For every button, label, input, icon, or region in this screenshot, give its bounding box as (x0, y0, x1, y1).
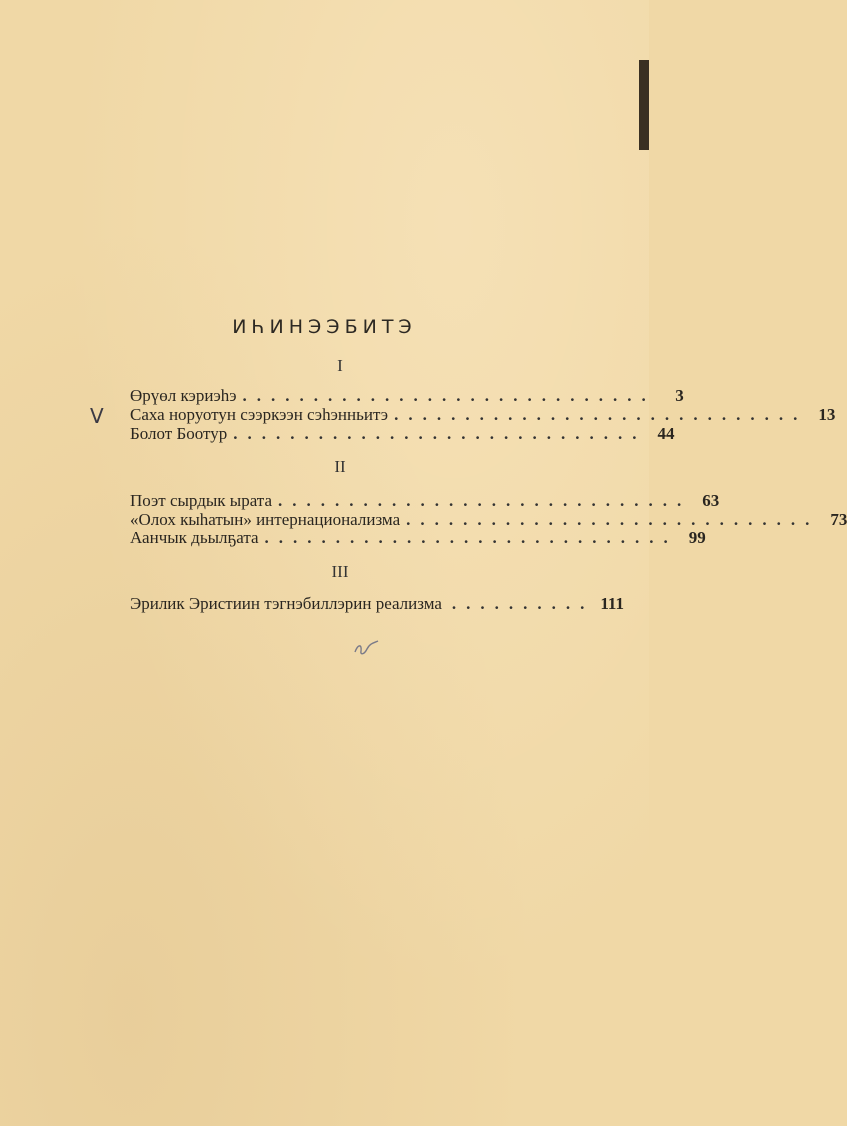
toc-entry-title: «Олох кыһатын» интернационализма (130, 510, 401, 529)
dot-leader: ............................. (394, 405, 808, 424)
toc-entry-title: Поэт сырдык ырата (130, 491, 272, 510)
dot-leader: ............................. (264, 528, 678, 547)
contents-heading: ИҺИНЭЭБИТЭ (232, 316, 417, 338)
dot-leader: ............................. (233, 424, 647, 443)
section-heading-1: I (337, 356, 343, 375)
pencil-scribble-mark (352, 640, 380, 663)
toc-entry-page: 111 (600, 594, 624, 613)
page-edge-shadow (639, 60, 649, 150)
toc-entry-title: Болот Боотур (130, 424, 228, 443)
toc-entry-page: 13 (818, 405, 836, 424)
margin-check-mark: V (90, 404, 104, 428)
dot-leader: ............................. (278, 491, 692, 510)
toc-entry-page: 73 (830, 510, 847, 529)
toc-entry (130, 594, 624, 616)
toc-entry-title: Саха норуотун сээркээн сэһэнньитэ (130, 405, 389, 424)
toc-entry (130, 424, 675, 446)
toc-entry (130, 528, 706, 550)
toc-entry-title: Аанчык дьылҕата (130, 528, 259, 547)
dot-leader: ............................. (242, 386, 656, 405)
toc-entry-page: 99 (688, 528, 706, 547)
section-heading-3: III (331, 562, 349, 581)
toc-entry-page: 3 (675, 386, 684, 405)
toc-entry-title: Эрилик Эристиин тэгнэбиллэрин реализма (130, 594, 442, 613)
toc-entry-title: Өрүөл кэриэһэ (130, 386, 237, 405)
toc-entry-page: 63 (702, 491, 720, 510)
toc-entry-page: 44 (657, 424, 675, 443)
dot-leader: ............................. (406, 510, 820, 529)
section-heading-2: II (334, 457, 346, 476)
dot-leader: .......... (451, 594, 595, 613)
